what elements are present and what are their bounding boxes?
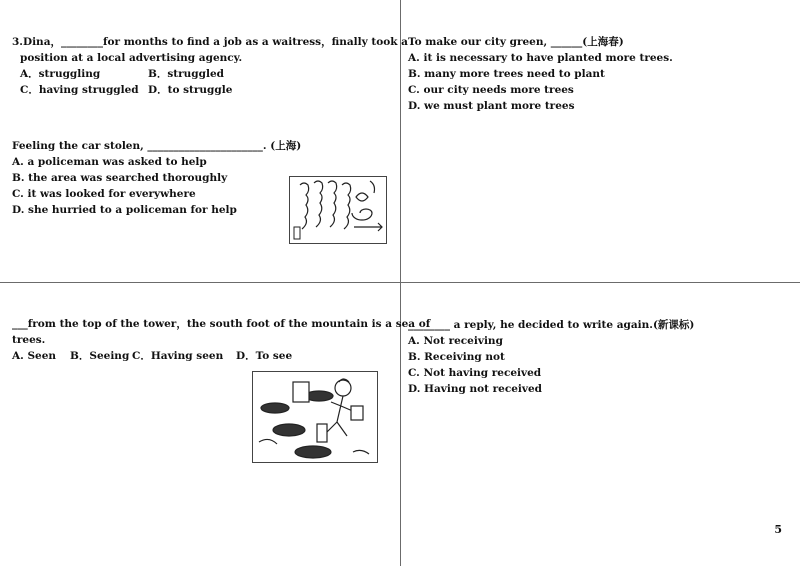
option-b: B. many more trees need to plant [408, 68, 605, 80]
option-b: B. the area was searched thoroughly [12, 172, 228, 184]
question-tower [12, 316, 430, 364]
option-c: C. Not having received [408, 367, 542, 379]
man-and-holes-sketch-icon [253, 372, 377, 462]
question-stem: 3.Dina，________for months to find a job as a waitress，finally took a [12, 36, 408, 48]
page-number: 5 [774, 523, 782, 536]
option-c: C．Having seen [132, 350, 224, 362]
option-a: A．struggling [20, 68, 101, 80]
option-a: A. a policeman was asked to help [12, 156, 207, 168]
option-d: D. we must plant more trees [408, 100, 575, 112]
option-a: A. Not receiving [408, 335, 503, 347]
options-row-cd [12, 82, 408, 98]
question-stem: ________ a reply, he decided to write again.(新课标) [408, 319, 695, 331]
options-row [12, 348, 430, 364]
cartoon-faces-illustration [289, 176, 387, 244]
option-b: B. Receiving not [408, 351, 505, 363]
question-city-green [408, 34, 673, 114]
option-a: A. it is necessary to have planted more trees. [408, 52, 673, 64]
option-b: B．struggled [148, 68, 224, 80]
question-stem: ___from the top of the tower，the south foot of the mountain is a sea of [12, 318, 431, 330]
option-b: B．Seeing [70, 350, 130, 362]
option-d: D．To see [236, 350, 293, 362]
question-stem: To make our city green, ______(上海春) [408, 36, 624, 48]
horizontal-divider [0, 282, 800, 283]
question-stem: Feeling the car stolen, ______________________. (上海) [12, 140, 302, 152]
option-c: C．having struggled [20, 84, 139, 96]
question-stem-continued: trees. [12, 334, 46, 346]
cartoon-holes-illustration [252, 371, 378, 463]
question-dina [12, 34, 408, 98]
option-d: D．to struggle [148, 84, 233, 96]
faces-sketch-icon [290, 177, 386, 243]
question-reply [408, 317, 694, 397]
option-d: D. Having not received [408, 383, 543, 395]
question-car-stolen [12, 138, 301, 218]
option-a: A. Seen [12, 350, 57, 362]
option-c: C. our city needs more trees [408, 84, 574, 96]
option-d: D. she hurried to a policeman for help [12, 204, 237, 216]
options-row-ab [12, 66, 408, 82]
question-stem-continued: position at a local advertising agency. [20, 52, 243, 64]
option-c: C. it was looked for everywhere [12, 188, 196, 200]
